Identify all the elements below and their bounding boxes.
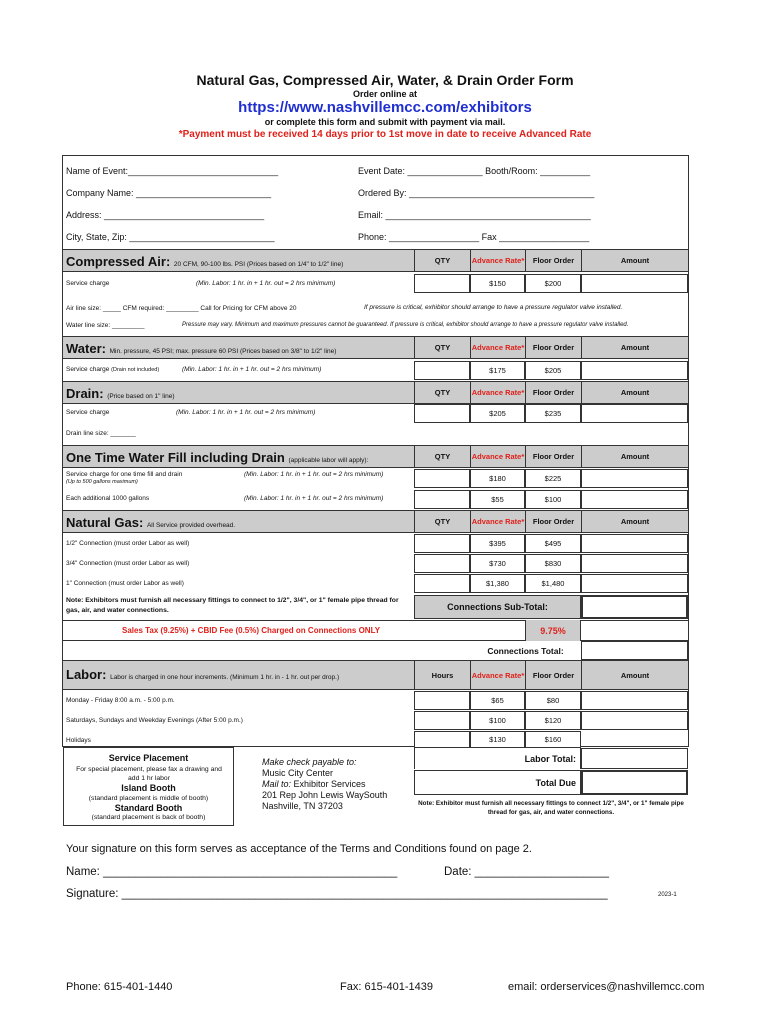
order-online-text: Order online at [352, 89, 417, 99]
fill-row2-labor-note: (Min. Labor: 1 hr. in + 1 hr. out = 2 hrs minimum) [244, 495, 384, 502]
water-drain-not-included: (Drain not included) [111, 367, 160, 373]
labor-row-hours-input[interactable] [414, 711, 470, 730]
labor-row-floor-order: $80 [525, 691, 581, 710]
labor-row-advance-rate: $100 [470, 711, 525, 730]
gas-amount-header: Amount [581, 510, 688, 533]
gas-row-qty-input[interactable] [414, 534, 470, 553]
name-field[interactable]: Name: ______________________________________________ [66, 866, 398, 878]
drain-title [66, 386, 175, 401]
labor-row-amount-input[interactable] [581, 691, 688, 710]
mail-to-label: Mail to: [262, 779, 292, 789]
standard-booth-text: (standard placement is back of booth) [91, 814, 206, 821]
labor-advance-header: Advance Rate* [470, 660, 525, 690]
fill-row1-qty-input[interactable] [414, 469, 470, 488]
water-line-size-field[interactable]: Water line size: _________ [66, 322, 145, 329]
fill-row1-advance-rate: $180 [470, 469, 525, 488]
fill-row1-label: Service charge for one time fill and drain [66, 471, 183, 478]
air-critical-note: If pressure is critical, exhibitor should arrange to have a pressure regulator valve installed. [364, 304, 623, 311]
compressed-air-title [66, 254, 343, 269]
drain-qty-input[interactable] [414, 404, 470, 423]
gas-row-advance-rate: $730 [470, 554, 525, 573]
water-advance-rate: $175 [470, 361, 525, 380]
fill-row1-floor-order: $225 [525, 469, 581, 488]
gas-row-amount-input[interactable] [581, 574, 688, 593]
drain-floor-header: Floor Order [525, 381, 581, 404]
drain-label: Drain: [66, 386, 104, 401]
connections-subtotal-input[interactable] [581, 595, 688, 619]
service-placement-text: For special placement, please fax a drawing and add 1 hr labor [76, 766, 222, 782]
payment-deadline-note: *Payment must be received 14 days prior to 1st move in date to receive Advanced Rate [178, 129, 592, 140]
drain-amount-header: Amount [581, 381, 688, 404]
fill-floor-header: Floor Order [525, 445, 581, 468]
tax-rate: 9.75% [525, 620, 581, 641]
water-fill-title [66, 450, 368, 465]
event-name-field[interactable]: Name of Event:______________________________ [66, 166, 279, 176]
labor-row-label: Holidays [66, 737, 91, 744]
labor-row-label: Monday - Friday 8:00 a.m. - 5:00 p.m. [66, 697, 175, 704]
air-amount-input[interactable] [581, 274, 688, 293]
gas-row-label: 1" Connection (must order Labor as well) [66, 580, 184, 587]
connections-total-input[interactable] [581, 641, 688, 660]
air-service-charge-label: Service charge [66, 280, 110, 287]
gas-row-qty-input[interactable] [414, 574, 470, 593]
fittings-note: Note: Exhibitors must furnish all necessary fittings to connect to 1/2", 3/4", or 1" female pipe thread for gas, air, and water connections. [66, 597, 399, 614]
mail-address-1: 201 Rep John Lewis WaySouth [262, 790, 388, 800]
payable-to-label: Make check payable to: [262, 757, 357, 767]
terms-statement: Your signature on this form serves as acceptance of the Terms and Conditions found on page 2. [66, 843, 532, 855]
footer-email[interactable]: email: orderservices@nashvillemcc.com [508, 981, 705, 993]
drain-line-size-field[interactable]: Drain line size: _______ [66, 430, 136, 437]
fill-row2-floor-order: $100 [525, 490, 581, 509]
labor-row-amount-input[interactable] [581, 711, 688, 730]
water-qty-input[interactable] [414, 361, 470, 380]
drain-advance-rate: $205 [470, 404, 525, 423]
labor-title [66, 667, 339, 682]
natural-gas-title [66, 515, 235, 530]
gas-row-amount-input[interactable] [581, 534, 688, 553]
pressure-note: Pressure may vary. Minimum and maximum pressures cannot be guaranteed. If pressure is critical, exhibitor should arrange to have a pressure regulator valve installed. [182, 322, 629, 328]
drain-amount-input[interactable] [581, 404, 688, 423]
fill-qty-header: QTY [414, 445, 470, 468]
gas-floor-header: Floor Order [525, 510, 581, 533]
revision-code: 2023-1 [658, 892, 677, 898]
fill-row2-advance-rate: $55 [470, 490, 525, 509]
water-subtitle: Min. pressure, 45 PSI; max. pressure 60 PSI (Prices based on 3/8" to 1/2" line) [109, 348, 337, 355]
fill-row1-labor-note: (Min. Labor: 1 hr. in + 1 hr. out = 2 hrs minimum) [244, 471, 384, 478]
company-name-field[interactable]: Company Name: ___________________________ [66, 188, 272, 198]
labor-label: Labor: [66, 667, 107, 682]
date-field[interactable]: Date: _____________________ [444, 866, 609, 878]
drain-qty-header: QTY [414, 381, 470, 404]
gas-row-floor-order: $495 [525, 534, 581, 553]
fill-row2-amount-input[interactable] [581, 490, 688, 509]
drain-service-charge-label: Service charge [66, 409, 110, 416]
labor-row-advance-rate: $65 [470, 691, 525, 710]
gas-row-advance-rate: $395 [470, 534, 525, 553]
island-booth-text: (standard placement is middle of booth) [88, 795, 209, 802]
gas-row-qty-input[interactable] [414, 554, 470, 573]
labor-row-hours-input[interactable] [414, 691, 470, 710]
island-booth-title: Island Booth [121, 783, 176, 793]
payable-to-value: Music City Center [262, 768, 334, 778]
footer-fax: Fax: 615-401-1439 [340, 981, 433, 993]
fill-row2-label: Each additional 1000 gallons [66, 495, 150, 502]
gas-row-floor-order: $1,480 [525, 574, 581, 593]
gas-row-floor-order: $830 [525, 554, 581, 573]
gas-qty-header: QTY [414, 510, 470, 533]
qty-header: QTY [414, 249, 470, 272]
phone-fax-field[interactable]: Phone: __________________ Fax __________________ [358, 232, 590, 242]
total-due-label: Total Due [414, 770, 581, 795]
gas-row-label: 3/4" Connection (must order Labor as well) [66, 560, 190, 567]
sales-tax-label: Sales Tax (9.25%) + CBID Fee (0.5%) Charged on Connections ONLY [122, 626, 381, 635]
signature-field[interactable]: Signature: ____________________________________________________________________________ [66, 888, 608, 900]
total-due-input[interactable] [581, 770, 688, 795]
water-floor-header: Floor Order [525, 336, 581, 359]
connections-total-label: Connections Total: [487, 645, 564, 656]
fill-amount-header: Amount [581, 445, 688, 468]
natural-gas-label: Natural Gas: [66, 515, 144, 530]
water-qty-header: QTY [414, 336, 470, 359]
address-field[interactable]: Address: ________________________________ [66, 210, 265, 220]
fill-row2-qty-input[interactable] [414, 490, 470, 509]
drain-advance-header: Advance Rate* [470, 381, 525, 404]
labor-floor-header: Floor Order [525, 660, 581, 690]
amount-header: Amount [581, 249, 688, 272]
labor-row-advance-rate: $130 [470, 731, 525, 748]
labor-row-hours-input[interactable] [414, 731, 470, 748]
water-service-charge-label [66, 366, 159, 373]
advance-rate-header: Advance Rate* [470, 249, 525, 272]
fill-advance-header: Advance Rate* [470, 445, 525, 468]
water-min-labor-note: (Min. Labor: 1 hr. in + 1 hr. out = 2 hrs minimum) [182, 366, 322, 373]
connections-subtotal-label: Connections Sub-Total: [414, 595, 581, 619]
drain-min-labor-note: (Min. Labor: 1 hr. in + 1 hr. out = 2 hrs minimum) [176, 409, 316, 416]
labor-fittings-note: Note: Exhibitor must furnish all necessary fittings to connect 1/2", 3/4", or 1" female pipe thread for gas, air, and water connections. [418, 800, 684, 816]
gas-advance-header: Advance Rate* [470, 510, 525, 533]
labor-subtitle: Labor is charged in one hour increments. (Minimum 1 hr. in - 1 hr. out per drop.) [110, 674, 340, 681]
hours-header: Hours [414, 660, 470, 690]
service-placement-title: Service Placement [108, 753, 189, 763]
labor-total-label: Labor Total: [414, 748, 581, 769]
labor-row-floor-order: $120 [525, 711, 581, 730]
fill-row1-amount-input[interactable] [581, 469, 688, 488]
mail-to-value: Exhibitor Services [293, 779, 366, 789]
water-fill-subtitle: (applicable labor will apply): [288, 457, 369, 464]
labor-row-floor-order: $160 [525, 731, 581, 748]
mail-to-line [262, 779, 366, 789]
website-link[interactable]: https://www.nashvillemcc.com/exhibitors [238, 99, 532, 116]
water-svc-text: Service charge [66, 366, 110, 373]
water-amount-header: Amount [581, 336, 688, 359]
mail-address-2: Nashville, TN 37203 [262, 801, 343, 811]
labor-total-input[interactable] [581, 748, 688, 769]
air-min-labor-note: (Min. Labor: 1 hr. in + 1 hr. out = 2 hrs minimum) [196, 280, 336, 287]
water-fill-label: One Time Water Fill including Drain [66, 450, 285, 465]
water-advance-header: Advance Rate* [470, 336, 525, 359]
standard-booth-title: Standard Booth [114, 803, 183, 813]
water-title [66, 341, 336, 356]
water-floor-order: $205 [525, 361, 581, 380]
city-state-zip-field[interactable]: City, State, Zip: _____________________________ [66, 232, 275, 242]
air-advance-rate: $150 [470, 274, 525, 293]
drain-floor-order: $235 [525, 404, 581, 423]
drain-subtitle: (Price based on 1" line) [107, 393, 175, 400]
compressed-air-label: Compressed Air: [66, 254, 171, 269]
ordered-by-field[interactable]: Ordered By: _____________________________________ [358, 188, 595, 198]
labor-row-label: Saturdays, Sundays and Weekday Evenings (After 5:00 p.m.) [66, 717, 243, 724]
labor-amount-header: Amount [581, 660, 688, 690]
event-date-field[interactable]: Event Date: _______________ Booth/Room: __________ [358, 166, 591, 176]
form-title: Natural Gas, Compressed Air, Water, & Drain Order Form [196, 72, 574, 88]
mail-instructions: or complete this form and submit with payment via mail. [264, 117, 506, 127]
fill-row1-gallons: (Up to 500 gallons maximum) [66, 479, 138, 485]
air-qty-input[interactable] [414, 274, 470, 293]
gas-row-label: 1/2" Connection (must order Labor as well) [66, 540, 190, 547]
air-floor-order: $200 [525, 274, 581, 293]
air-line-size-field[interactable]: Air line size: _____ CFM required: _________ Call for Pricing for CFM above 20 [66, 305, 297, 312]
email-field[interactable]: Email: _________________________________________ [358, 210, 591, 220]
natural-gas-subtitle: All Service provided overhead. [146, 522, 236, 529]
floor-order-header: Floor Order [525, 249, 581, 272]
footer-phone: Phone: 615-401-1440 [66, 981, 173, 993]
gas-row-advance-rate: $1,380 [470, 574, 525, 593]
water-amount-input[interactable] [581, 361, 688, 380]
gas-row-amount-input[interactable] [581, 554, 688, 573]
water-label: Water: [66, 341, 106, 356]
compressed-air-subtitle: 20 CFM, 90-100 lbs. PSI (Prices based on 1/4" to 1/2" line) [173, 261, 344, 268]
